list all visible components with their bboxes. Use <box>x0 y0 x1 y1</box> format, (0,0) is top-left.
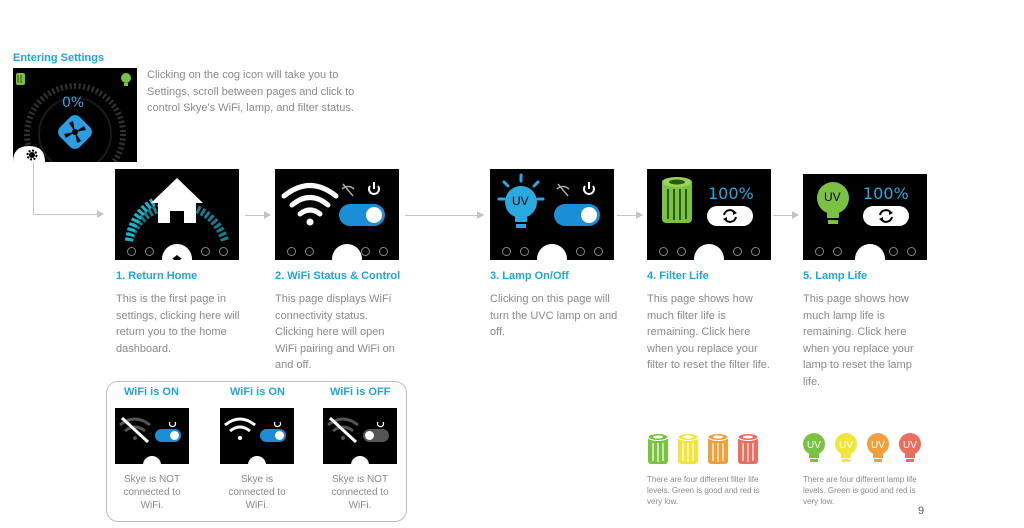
wifi-toggle[interactable] <box>339 204 385 226</box>
lamp-level-icon <box>803 433 825 462</box>
settings-heading: Entering Settings <box>13 52 105 64</box>
page-number: 9 <box>918 505 925 517</box>
wifi-state-2-caption: Skye is connected to WiFi. <box>228 474 286 511</box>
wifi-state-3-caption: Skye is NOT connected to WiFi. <box>331 474 389 511</box>
step-1-text: This is the first page in settings, clicking here will return you to the home dashboard. <box>116 293 240 355</box>
filter-level-icon <box>708 434 728 465</box>
wifi-status-screen[interactable] <box>275 169 399 260</box>
filter-life-screen[interactable] <box>647 169 771 260</box>
wifi-off-small-icon <box>342 184 354 196</box>
flow-arrow <box>405 215 483 216</box>
filter-percent: 100% <box>708 184 754 203</box>
wifi-off-small-icon <box>557 184 569 196</box>
lamp-level-uv-label: UV <box>807 440 821 451</box>
connector-line <box>33 162 34 214</box>
wifi-state-1-caption: Skye is NOT connected to WiFi. <box>123 474 181 511</box>
step-4-title: 4. Filter Life <box>647 270 709 282</box>
flow-arrow <box>617 215 642 216</box>
settings-description: Clicking on the cog icon will take you to Settings, scroll between pages and click to control Skye's WiFi, lamp, and filter status. <box>147 69 355 114</box>
lamp-level-uv-label: UV <box>871 440 885 451</box>
wifi-on-disconnected-screen <box>115 408 189 464</box>
uv-label: UV <box>512 194 529 208</box>
filter-levels-icons <box>645 432 765 466</box>
flow-arrow <box>245 215 270 216</box>
step-5-text: This page shows how much lamp life is remaining. Click here when you replace your lamp to reset the lamp life. <box>803 293 914 388</box>
step-2-title: 2. WiFi Status & Control <box>275 270 401 282</box>
flow-arrow <box>773 215 798 216</box>
lamp-life-screen[interactable] <box>803 174 927 260</box>
filter-level-icon <box>678 434 698 465</box>
step-2-text: This page displays WiFi connectivity status. Clicking here will open WiFi pairing and WiFi on and off. <box>275 293 395 371</box>
lamp-level-icon <box>899 433 921 462</box>
lamp-levels-icons <box>802 432 926 468</box>
step-3-title: 3. Lamp On/Off <box>490 270 569 282</box>
power-icon <box>369 182 379 194</box>
lamp-badge-icon <box>121 73 131 86</box>
home-dial-graphic <box>13 68 137 162</box>
uv-label: UV <box>824 190 841 204</box>
step-3-text: Clicking on this page will turn the UVC lamp on and off. <box>490 293 618 338</box>
home-screen-thumbnail <box>13 68 137 162</box>
lamp-toggle[interactable] <box>554 204 600 226</box>
step-4-text: This page shows how much filter life is remaining. Click here when you replace your filter to reset the filter life. <box>647 293 770 371</box>
wifi-state-2-title: WiFi is ON <box>230 386 285 398</box>
power-icon <box>584 182 594 194</box>
home-icon <box>151 178 203 223</box>
lamp-level-icon <box>835 433 857 462</box>
wifi-state-3-title: WiFi is OFF <box>330 386 391 398</box>
step-5-title: 5. Lamp Life <box>803 270 868 282</box>
fan-icon <box>55 112 95 152</box>
lamp-levels-caption: There are four different lamp life levels. Green is good and red is very low. <box>803 475 917 506</box>
step-1-title: 1. Return Home <box>116 270 198 282</box>
home-small-icon <box>172 250 182 258</box>
wifi-state-1-title: WiFi is ON <box>124 386 179 398</box>
lamp-level-uv-label: UV <box>903 440 917 451</box>
wifi-on-connected-screen <box>220 408 294 464</box>
return-home-screen[interactable] <box>115 169 239 260</box>
reset-filter-button[interactable] <box>707 206 753 226</box>
home-percent: 0% <box>62 95 85 111</box>
filter-levels-caption: There are four different filter life levels. Green is good and red is very low. <box>647 475 760 506</box>
refresh-icon <box>863 206 909 226</box>
refresh-icon <box>707 206 753 226</box>
lamp-percent: 100% <box>863 184 909 203</box>
lamp-onoff-screen[interactable] <box>490 169 614 260</box>
filter-badge-icon <box>16 73 25 85</box>
flow-arrow <box>33 214 103 215</box>
filter-level-icon <box>648 434 668 465</box>
lamp-level-uv-label: UV <box>839 440 853 451</box>
wifi-off-screen <box>323 408 397 464</box>
reset-lamp-button[interactable] <box>863 206 909 226</box>
lamp-level-icon <box>867 433 889 462</box>
filter-level-icon <box>738 434 758 465</box>
